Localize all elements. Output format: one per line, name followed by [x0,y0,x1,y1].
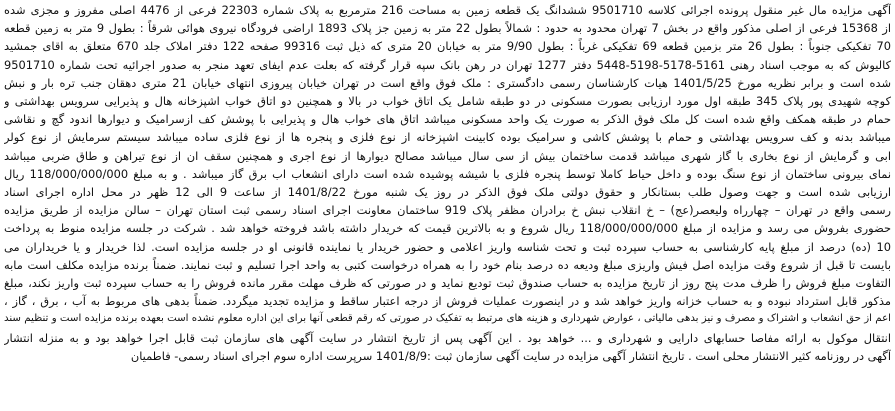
notice-line: رسمی واقع در تهران – چهارراه ولیعصر(عج) – خ انقلاب نبش خ برادران مظفر پلاک 919 ساختمان معاونت اجرای اسناد رسمی ثبت استان تهران – سالن مزایده از طریق مزایده [4,203,891,218]
notice-line: ارزیابی شده است و جهت وصول طلب بستانکار و حقوق دولتی ملک فوق الذکر در روز یک شنبه مورخ 1401/8/22 از ساعت 9 الی 12 ظهر در محل اداره اجرای اسناد [4,185,891,200]
notice-line: کالیوش که به موجب اسناد رهنی 5161-5178-5198-5448 دفتر 1277 تهران در رهن بانک سپه قرار گرفته که بعلت عدم ایفای تعهد منجر به صدور اجرائیه تحت شماره 9501710 [4,57,891,72]
notice-line: حضوری بفروش می رسد و مزایده از مبلغ 118/000/000/000 ریال شروع و به بالاترین قیمت که خریدار داشته باشد فروخته خواهد شد . شرکت در جلسه مزایده منوط به پرداخت [4,221,891,236]
notice-line: ابی و گرمایش از نوع بخاری با گاز شهری میباشد قدمت ساختمان بیش از سی سال میباشد مصالح دیوارها از نوع اجری و همچنین سقف ان از نوع تیراهن و طاق ضربی میباشد [4,148,891,163]
notice-line: شده است و برابر نظریه مورخ 1401/5/25 هیات کارشناسان رسمی دادگستری : ملک فوق واقع است در تهران خیابان پیروزی انتهای خیابان 21 متری دهقان جنب تره بار و نبش [4,75,891,90]
notice-line: کوچه شهیدی پور پلاک 345 طبقه اول مورد ارزیابی بصورت مسکونی در دو طبقه شامل یک اتاق خواب در بالا و همچنین دو اتاق خواب اشپزخانه هال و پذیرایی سرویس بهداشتی و [4,94,891,109]
notice-line: آگهی در روزنامه کثیر الانتشار محلی است . تاریخ انتشار آگهی مزایده در سایت آگهی سازمان ثبت :1401/8/9 سرپرست اداره سوم اجرای اسناد رسمی- فاطمیان [130,348,891,363]
notice-line: بایست تا قبل از شروع وقت مزایده اصل فیش واریزی مبلغ ودیعه ده درصد بنام خود را به همراه درخواست کتبی به واحد اجرا تسلیم و ثبت نمایند. ضمناً برنده مزایده مکلف است مابه [4,257,891,272]
notice-line: مذکور قابل استرداد نبوده و به حساب خزانه واریز خواهد شد و در اینصورت عملیات فروش از درجه اعتبار ساقط و مزایده تجدید میگردد. ضمناً بدهی های مربوط به آب ، برق ، گاز ، [4,294,891,309]
notice-line: آگهی مزایده مال غیر منقول پرونده اجرائی کلاسه 9501710 ششدانگ یک قطعه زمین به مساحت 216 مترمربع به پلاک شماره 22303 فرعی از 4476 اصلی مفروز و مجزی شده [4,3,891,17]
notice-line: میباشد بدنه و کف سرویس بهداشتی و حمام با پوشش کاشی و سرامیک بوده کابینت اشپزخانه از نوع فلزی و پنجره ها از نوع فلزی ساده میباشد سیستم سرمایش از نوع کولر [4,130,891,145]
notice-line: 10 (ده) درصد از مبلغ پایه کارشناسی به حساب سپرده ثبت و تحت شناسه واریز اعلامی و حضور خریدار یا نماینده قانونی او در جلسه مزایده است. لذا خریدار و یا خریداران می [4,239,891,254]
notice-line: نمای بیرونی ساختمان از نوع سنگ بوده و داخل حیاط کاملا توسط پنجره فلزی با شیشه پوشیده شده است دارای انشعاب اب برق گاز میباشد . و به مبلغ 118/000/000/000 ریال [4,166,891,181]
notice-line: 70 تفکیکی جنوباً : بطول 26 متر بزمین قطعه 69 تفکیکی غرباً : بطول 9/90 متر به خیابان 20 متری که ذیل ثبت 99316 صفحه 122 دفتر املاک جلد 670 متعلق به اقای جمشید [4,39,891,54]
notice-line: التفاوت مبلغ فروش را ظرف مدت پنج روز از تاریخ مزایده به حساب صندوق ثبت تودیع نماید و در صورتی که ظرف مهلت مقرر مانده فروش را به حساب سپرده ثبت واریز نکند، مبلغ [4,276,891,291]
notice-line: اعم از حق انشعاب و اشتراک و مصرف و نیز بدهی مالیاتی ، عوارض شهرداری و هزینه های مرتبط به تفکیک در صورتی که رقم قطعی آنها برای این اداره معلوم نشده است بعهده برنده مزایده است و تنظیم سند [4,313,891,325]
notice-line: از 15368 فرعی از اصلی مذکور واقع در بخش 7 تهران محدود به حدود : شمالاً بطول 22 متر به زمین جز پلاک 1893 اراضی فرودگاه نیروی هوائی شرقاً : بطول 9 متر به زمین قطعه [4,21,891,36]
notice-line: حمام در طبقه همکف واقع شده است کل ملک فوق الذکر به صورت یک واحد مسکونی میباشد اتاق های خواب هال و پذیرایی با پوشش کف ازسرامیک و دیوارها اندود گچ و نقاشی [4,112,891,127]
notice-line: انتقال موکول به ارائه مفاصا حسابهای دارایی و شهرداری و ... خواهد بود . این آگهی پس از تاریخ انتشار در سایت آگهی های سازمان ثبت قابل اجرا خواهد بود و به منزله انتشار [4,330,891,345]
